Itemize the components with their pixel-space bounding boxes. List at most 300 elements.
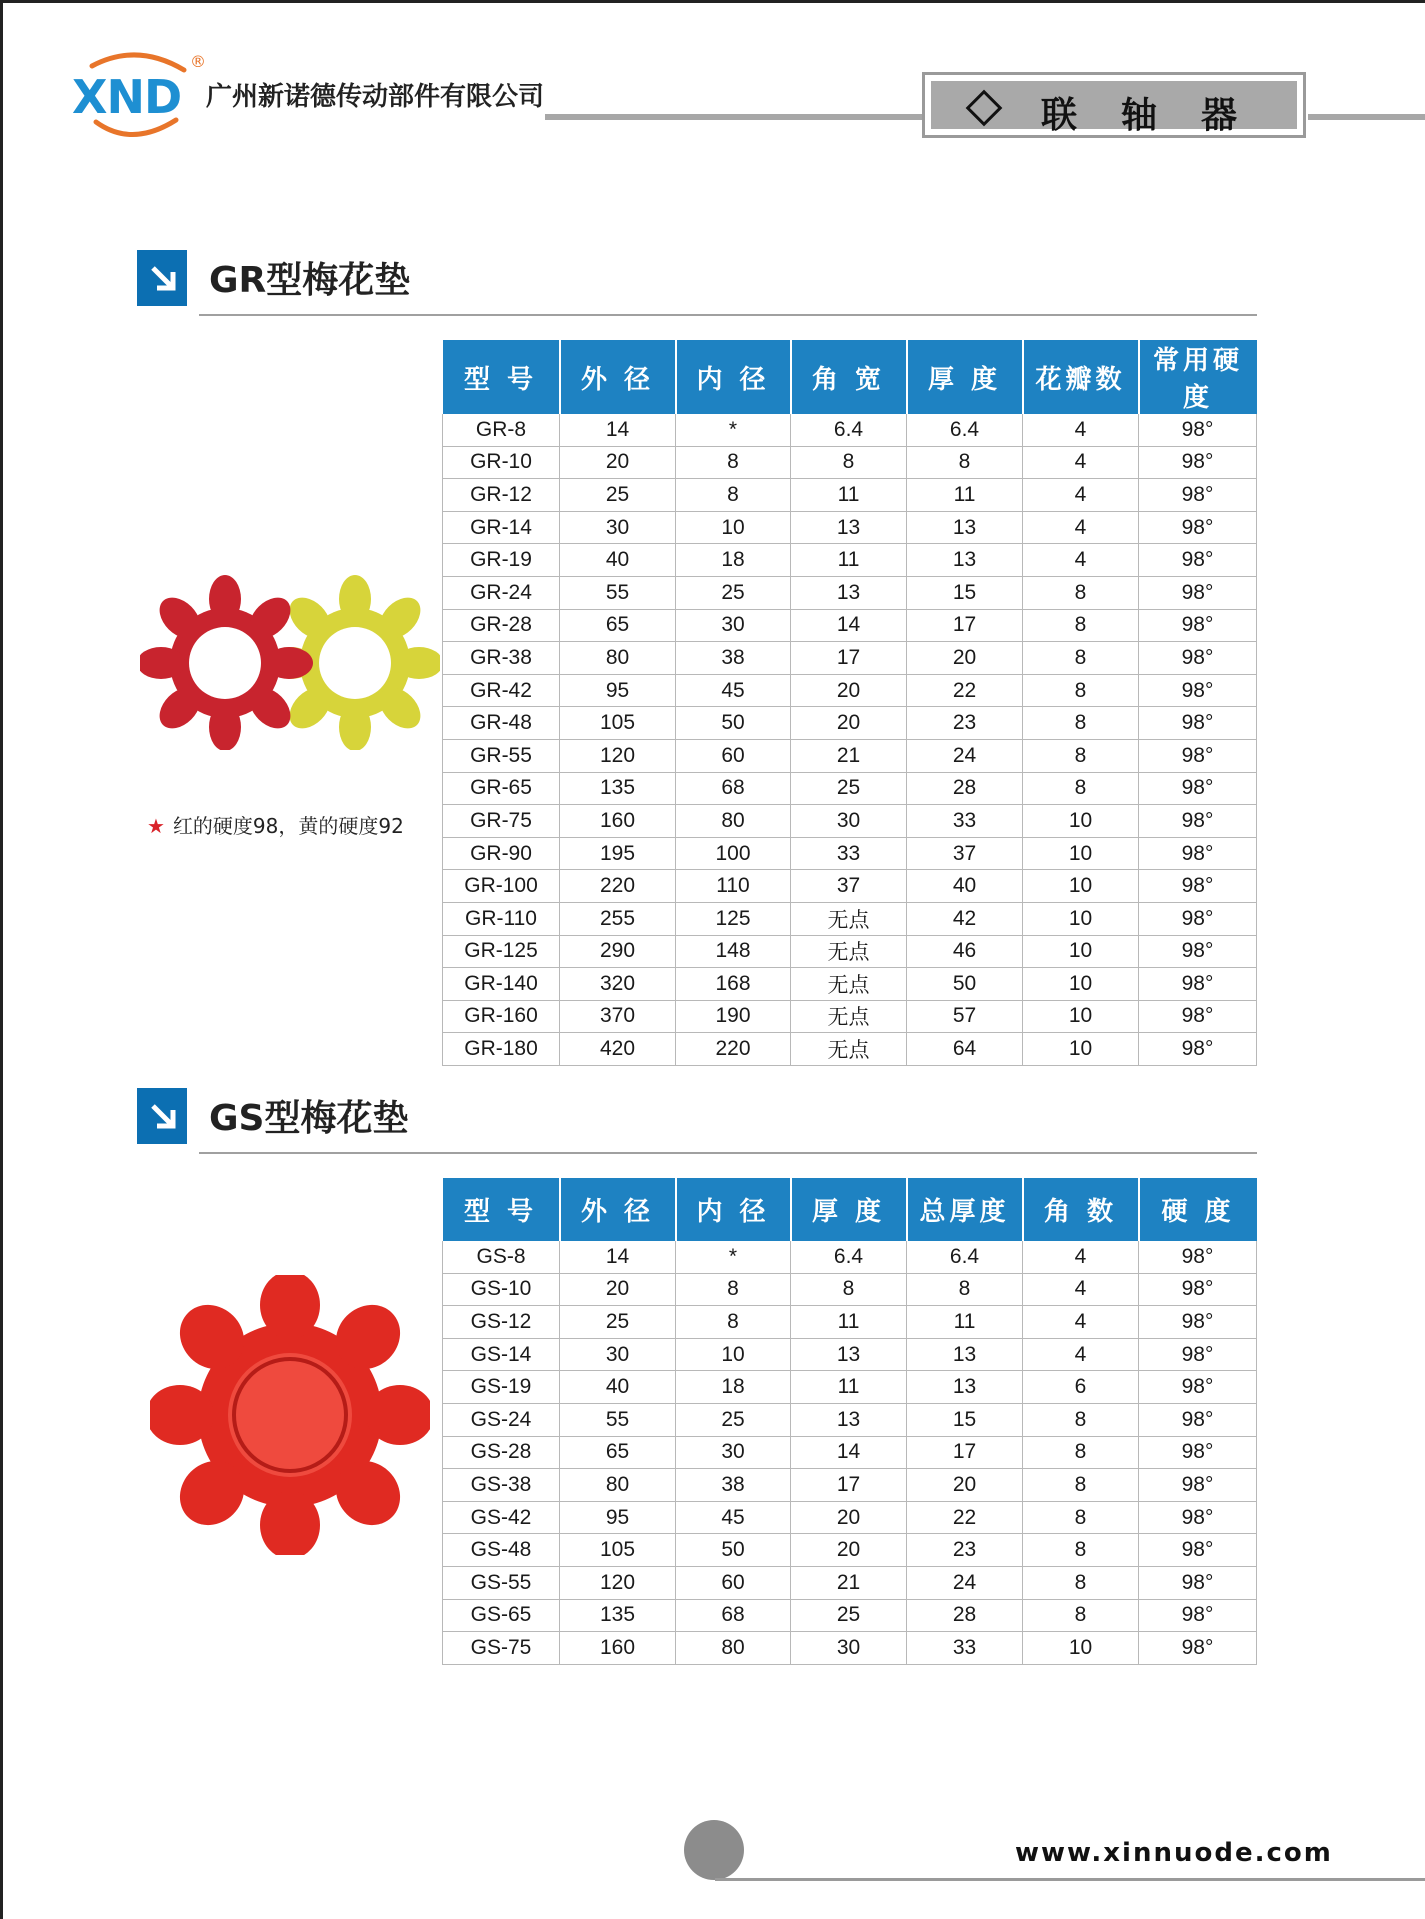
table-row: [443, 1469, 1257, 1502]
table-cell: 98°: [1139, 1566, 1257, 1599]
table-cell: 195: [560, 837, 676, 870]
hardness-note: [147, 810, 404, 839]
table-cell: 6.4: [907, 414, 1023, 446]
column-header: 外 径: [560, 1178, 676, 1241]
table-cell: GS-12: [443, 1306, 560, 1339]
table-cell: 14: [560, 1241, 676, 1273]
table-row: [443, 1403, 1257, 1436]
table-cell: 25: [791, 772, 907, 805]
table-cell: 98°: [1139, 576, 1257, 609]
table-cell: 20: [791, 674, 907, 707]
table-cell: 60: [676, 739, 791, 772]
table-cell: 10: [1023, 1033, 1139, 1066]
column-header: 厚 度: [791, 1178, 907, 1241]
table-cell: 160: [560, 1632, 676, 1665]
table-cell: 98°: [1139, 739, 1257, 772]
table-cell: 10: [676, 1338, 791, 1371]
table-cell: 4: [1023, 414, 1139, 446]
table-cell: GS-42: [443, 1501, 560, 1534]
table-cell: 38: [676, 642, 791, 675]
table-cell: 8: [676, 1306, 791, 1339]
table-cell: 无点: [791, 968, 907, 1001]
table-cell: GS-10: [443, 1273, 560, 1306]
table-cell: 55: [560, 576, 676, 609]
table-cell: 6.4: [791, 414, 907, 446]
table-cell: 98°: [1139, 511, 1257, 544]
table-cell: 40: [560, 544, 676, 577]
table-row: [443, 707, 1257, 740]
table-cell: 68: [676, 772, 791, 805]
table-cell: GR-65: [443, 772, 560, 805]
table-cell: GR-75: [443, 805, 560, 838]
table-cell: 98°: [1139, 707, 1257, 740]
table-cell: 30: [560, 511, 676, 544]
table-cell: 28: [907, 772, 1023, 805]
table-cell: GS-8: [443, 1241, 560, 1273]
table-cell: GR-10: [443, 446, 560, 479]
table-cell: 37: [907, 837, 1023, 870]
category-label-box: [922, 72, 1306, 138]
gr-spec-table: [442, 340, 1257, 1066]
table-cell: 14: [791, 609, 907, 642]
table-cell: 8: [1023, 1599, 1139, 1632]
table-cell: 98°: [1139, 772, 1257, 805]
table-cell: 10: [1023, 968, 1139, 1001]
table-cell: 30: [791, 1632, 907, 1665]
table-row: [443, 837, 1257, 870]
table-cell: 98°: [1139, 1306, 1257, 1339]
table-row: [443, 1000, 1257, 1033]
table-cell: GS-55: [443, 1566, 560, 1599]
table-cell: 40: [560, 1371, 676, 1404]
table-cell: 98°: [1139, 1599, 1257, 1632]
table-cell: 17: [907, 609, 1023, 642]
table-cell: 20: [560, 446, 676, 479]
table-cell: 105: [560, 707, 676, 740]
table-cell: 13: [791, 1338, 907, 1371]
table-cell: 14: [791, 1436, 907, 1469]
table-cell: *: [676, 414, 791, 446]
table-cell: 68: [676, 1599, 791, 1632]
table-cell: 4: [1023, 1241, 1139, 1273]
table-cell: GR-28: [443, 609, 560, 642]
table-cell: 20: [560, 1273, 676, 1306]
table-cell: 98°: [1139, 1338, 1257, 1371]
table-cell: 20: [907, 642, 1023, 675]
logo-text: XND: [72, 70, 182, 124]
column-header: 硬 度: [1139, 1178, 1257, 1241]
table-cell: 10: [1023, 805, 1139, 838]
table-cell: 98°: [1139, 1403, 1257, 1436]
table-cell: 21: [791, 1566, 907, 1599]
table-cell: 8: [907, 446, 1023, 479]
table-cell: 98°: [1139, 935, 1257, 968]
table-cell: 8: [1023, 609, 1139, 642]
column-header: 总厚度: [907, 1178, 1023, 1241]
table-cell: 10: [1023, 870, 1139, 903]
table-cell: 42: [907, 902, 1023, 935]
table-cell: 8: [1023, 1403, 1139, 1436]
table-cell: 28: [907, 1599, 1023, 1632]
column-header: 型 号: [443, 340, 560, 414]
table-cell: GR-19: [443, 544, 560, 577]
gs-spider-photo: [150, 1275, 430, 1555]
table-header-row: [443, 340, 1257, 414]
table-cell: 8: [1023, 642, 1139, 675]
company-logo: [72, 48, 202, 138]
table-cell: 10: [1023, 837, 1139, 870]
column-header: 内 径: [676, 340, 791, 414]
table-row: [443, 935, 1257, 968]
table-cell: GR-42: [443, 674, 560, 707]
table-cell: 6: [1023, 1371, 1139, 1404]
table-row: [443, 414, 1257, 446]
table-cell: 13: [907, 511, 1023, 544]
table-cell: 20: [907, 1469, 1023, 1502]
gs-section-title: GS型梅花垫: [209, 1098, 409, 1139]
table-cell: 120: [560, 739, 676, 772]
table-cell: 98°: [1139, 414, 1257, 446]
table-cell: 98°: [1139, 1469, 1257, 1502]
table-cell: 4: [1023, 511, 1139, 544]
table-cell: 95: [560, 1501, 676, 1534]
table-cell: 8: [1023, 576, 1139, 609]
table-cell: 18: [676, 1371, 791, 1404]
table-cell: 15: [907, 576, 1023, 609]
table-cell: GR-100: [443, 870, 560, 903]
table-cell: 38: [676, 1469, 791, 1502]
table-cell: 20: [791, 1534, 907, 1567]
table-cell: 4: [1023, 1338, 1139, 1371]
table-cell: GR-160: [443, 1000, 560, 1033]
table-row: [443, 1436, 1257, 1469]
table-row: [443, 1534, 1257, 1567]
table-row: [443, 1501, 1257, 1534]
table-cell: 80: [676, 1632, 791, 1665]
page-header: [0, 0, 1425, 150]
table-cell: 8: [1023, 1436, 1139, 1469]
table-cell: 11: [791, 1306, 907, 1339]
table-cell: GR-14: [443, 511, 560, 544]
table-row: [443, 446, 1257, 479]
table-cell: 8: [676, 446, 791, 479]
column-header: 常用硬度: [1139, 340, 1257, 414]
table-cell: GR-90: [443, 837, 560, 870]
table-cell: 25: [791, 1599, 907, 1632]
table-cell: 98°: [1139, 968, 1257, 1001]
table-cell: 98°: [1139, 1436, 1257, 1469]
column-header: 型 号: [443, 1178, 560, 1241]
table-cell: 20: [791, 1501, 907, 1534]
diamond-icon: [966, 90, 1003, 127]
table-cell: 190: [676, 1000, 791, 1033]
table-cell: 4: [1023, 1306, 1139, 1339]
table-cell: 98°: [1139, 1000, 1257, 1033]
table-cell: 98°: [1139, 1273, 1257, 1306]
table-cell: 98°: [1139, 837, 1257, 870]
table-row: [443, 805, 1257, 838]
table-row: [443, 1033, 1257, 1066]
table-cell: 11: [791, 1371, 907, 1404]
table-cell: GS-75: [443, 1632, 560, 1665]
table-cell: 110: [676, 870, 791, 903]
table-cell: 20: [791, 707, 907, 740]
category-title: 联轴器: [1041, 95, 1282, 136]
company-name: 广州新诺德传动部件有限公司: [206, 82, 545, 112]
table-row: [443, 576, 1257, 609]
table-cell: 22: [907, 1501, 1023, 1534]
table-cell: 13: [907, 544, 1023, 577]
table-cell: 13: [791, 511, 907, 544]
table-cell: 4: [1023, 446, 1139, 479]
table-cell: 13: [791, 576, 907, 609]
table-cell: 30: [560, 1338, 676, 1371]
table-row: [443, 968, 1257, 1001]
table-row: [443, 1273, 1257, 1306]
table-cell: 98°: [1139, 642, 1257, 675]
table-cell: 98°: [1139, 1241, 1257, 1273]
table-cell: 8: [1023, 739, 1139, 772]
table-cell: GS-38: [443, 1469, 560, 1502]
table-cell: GS-28: [443, 1436, 560, 1469]
table-cell: GR-48: [443, 707, 560, 740]
table-cell: 60: [676, 1566, 791, 1599]
table-cell: 95: [560, 674, 676, 707]
column-header: 花瓣数: [1023, 340, 1139, 414]
table-cell: 无点: [791, 1033, 907, 1066]
table-cell: 125: [676, 902, 791, 935]
table-cell: 13: [791, 1403, 907, 1436]
table-cell: GR-110: [443, 902, 560, 935]
table-cell: 168: [676, 968, 791, 1001]
table-cell: 33: [907, 1632, 1023, 1665]
table-cell: 6.4: [791, 1241, 907, 1273]
table-cell: 10: [1023, 1632, 1139, 1665]
table-cell: 148: [676, 935, 791, 968]
section-divider: [199, 1152, 1257, 1154]
table-cell: 10: [676, 511, 791, 544]
table-cell: 14: [560, 414, 676, 446]
table-cell: 64: [907, 1033, 1023, 1066]
table-cell: GR-8: [443, 414, 560, 446]
table-cell: 8: [676, 479, 791, 512]
table-cell: 320: [560, 968, 676, 1001]
table-row: [443, 1599, 1257, 1632]
table-cell: 无点: [791, 935, 907, 968]
table-cell: 10: [1023, 1000, 1139, 1033]
star-icon: ★: [147, 814, 165, 838]
table-cell: 24: [907, 1566, 1023, 1599]
table-cell: 98°: [1139, 1501, 1257, 1534]
table-cell: 17: [791, 1469, 907, 1502]
table-row: [443, 1632, 1257, 1665]
table-cell: 25: [676, 576, 791, 609]
table-cell: 25: [560, 479, 676, 512]
table-cell: GR-24: [443, 576, 560, 609]
table-cell: 13: [907, 1371, 1023, 1404]
table-cell: 15: [907, 1403, 1023, 1436]
table-cell: 50: [907, 968, 1023, 1001]
table-cell: 45: [676, 674, 791, 707]
table-cell: 98°: [1139, 609, 1257, 642]
table-cell: 50: [676, 1534, 791, 1567]
table-cell: 98°: [1139, 902, 1257, 935]
gr-section-title: GR型梅花垫: [209, 260, 411, 301]
table-cell: GS-24: [443, 1403, 560, 1436]
table-row: [443, 902, 1257, 935]
table-cell: GS-65: [443, 1599, 560, 1632]
table-cell: 98°: [1139, 805, 1257, 838]
table-cell: 无点: [791, 1000, 907, 1033]
table-cell: 98°: [1139, 544, 1257, 577]
table-cell: 30: [676, 1436, 791, 1469]
table-cell: 33: [907, 805, 1023, 838]
table-cell: 80: [676, 805, 791, 838]
table-cell: 220: [560, 870, 676, 903]
table-cell: 80: [560, 642, 676, 675]
table-cell: 11: [907, 479, 1023, 512]
gs-section-header: [137, 1088, 1257, 1158]
table-row: [443, 772, 1257, 805]
gs-spec-table: [442, 1178, 1257, 1665]
table-cell: 8: [791, 446, 907, 479]
table-cell: 120: [560, 1566, 676, 1599]
table-cell: 8: [1023, 674, 1139, 707]
table-cell: 50: [676, 707, 791, 740]
table-cell: 30: [676, 609, 791, 642]
table-cell: 40: [907, 870, 1023, 903]
table-cell: 105: [560, 1534, 676, 1567]
header-divider: [545, 114, 925, 120]
table-cell: 25: [676, 1403, 791, 1436]
table-cell: GS-14: [443, 1338, 560, 1371]
table-cell: 11: [791, 479, 907, 512]
table-cell: 8: [791, 1273, 907, 1306]
table-cell: 420: [560, 1033, 676, 1066]
table-cell: 无点: [791, 902, 907, 935]
table-cell: *: [676, 1241, 791, 1273]
table-row: [443, 674, 1257, 707]
table-cell: 33: [791, 837, 907, 870]
table-cell: 11: [791, 544, 907, 577]
column-header: 厚 度: [907, 340, 1023, 414]
column-header: 内 径: [676, 1178, 791, 1241]
table-header-row: [443, 1178, 1257, 1241]
table-row: [443, 1241, 1257, 1273]
table-cell: 23: [907, 1534, 1023, 1567]
table-cell: 98°: [1139, 870, 1257, 903]
table-cell: 24: [907, 739, 1023, 772]
table-cell: 45: [676, 1501, 791, 1534]
table-cell: 21: [791, 739, 907, 772]
table-cell: 135: [560, 772, 676, 805]
table-row: [443, 1306, 1257, 1339]
table-cell: GS-19: [443, 1371, 560, 1404]
table-cell: 23: [907, 707, 1023, 740]
table-cell: 80: [560, 1469, 676, 1502]
table-cell: 46: [907, 935, 1023, 968]
table-cell: 18: [676, 544, 791, 577]
table-cell: 8: [1023, 1566, 1139, 1599]
arrow-down-right-icon: [137, 250, 187, 306]
page-number-circle: [684, 1820, 744, 1880]
table-row: [443, 609, 1257, 642]
table-cell: 17: [907, 1436, 1023, 1469]
table-cell: 8: [1023, 707, 1139, 740]
table-cell: GR-140: [443, 968, 560, 1001]
table-cell: 370: [560, 1000, 676, 1033]
table-cell: GR-180: [443, 1033, 560, 1066]
table-cell: 98°: [1139, 1371, 1257, 1404]
table-cell: 6.4: [907, 1241, 1023, 1273]
table-cell: 30: [791, 805, 907, 838]
arrow-down-right-icon: [137, 1088, 187, 1144]
gr-section-header: [137, 250, 1257, 320]
table-row: [443, 544, 1257, 577]
table-cell: 55: [560, 1403, 676, 1436]
table-cell: 8: [1023, 1534, 1139, 1567]
column-header: 角 数: [1023, 1178, 1139, 1241]
table-row: [443, 642, 1257, 675]
table-cell: 100: [676, 837, 791, 870]
registered-mark: ®: [190, 52, 206, 71]
footer-divider: [715, 1878, 1425, 1881]
table-cell: 17: [791, 642, 907, 675]
header-divider-right: [1308, 114, 1425, 120]
table-cell: 4: [1023, 479, 1139, 512]
column-header: 外 径: [560, 340, 676, 414]
table-cell: 13: [907, 1338, 1023, 1371]
table-cell: 37: [791, 870, 907, 903]
table-cell: 25: [560, 1306, 676, 1339]
table-cell: 220: [676, 1033, 791, 1066]
hardness-note-text: 红的硬度98，黄的硬度92: [172, 814, 404, 838]
table-cell: 65: [560, 609, 676, 642]
table-cell: 8: [907, 1273, 1023, 1306]
table-cell: 8: [1023, 1469, 1139, 1502]
table-cell: 4: [1023, 544, 1139, 577]
table-row: [443, 479, 1257, 512]
section-divider: [199, 314, 1257, 316]
table-cell: 160: [560, 805, 676, 838]
table-cell: 290: [560, 935, 676, 968]
table-cell: GS-48: [443, 1534, 560, 1567]
table-cell: 10: [1023, 935, 1139, 968]
website-url: www.xinnuode.com: [1015, 1838, 1333, 1868]
table-row: [443, 739, 1257, 772]
table-cell: 4: [1023, 1273, 1139, 1306]
table-cell: 8: [1023, 1501, 1139, 1534]
gr-spider-photo: [140, 575, 440, 750]
table-row: [443, 1338, 1257, 1371]
table-cell: GR-55: [443, 739, 560, 772]
table-row: [443, 1566, 1257, 1599]
table-cell: 98°: [1139, 1534, 1257, 1567]
table-cell: 255: [560, 902, 676, 935]
table-cell: GR-125: [443, 935, 560, 968]
table-cell: 98°: [1139, 479, 1257, 512]
table-cell: 98°: [1139, 674, 1257, 707]
table-cell: 57: [907, 1000, 1023, 1033]
table-cell: GR-12: [443, 479, 560, 512]
table-cell: 8: [1023, 772, 1139, 805]
table-row: [443, 1371, 1257, 1404]
column-header: 角 宽: [791, 340, 907, 414]
table-row: [443, 870, 1257, 903]
table-cell: 65: [560, 1436, 676, 1469]
table-cell: 22: [907, 674, 1023, 707]
table-row: [443, 511, 1257, 544]
